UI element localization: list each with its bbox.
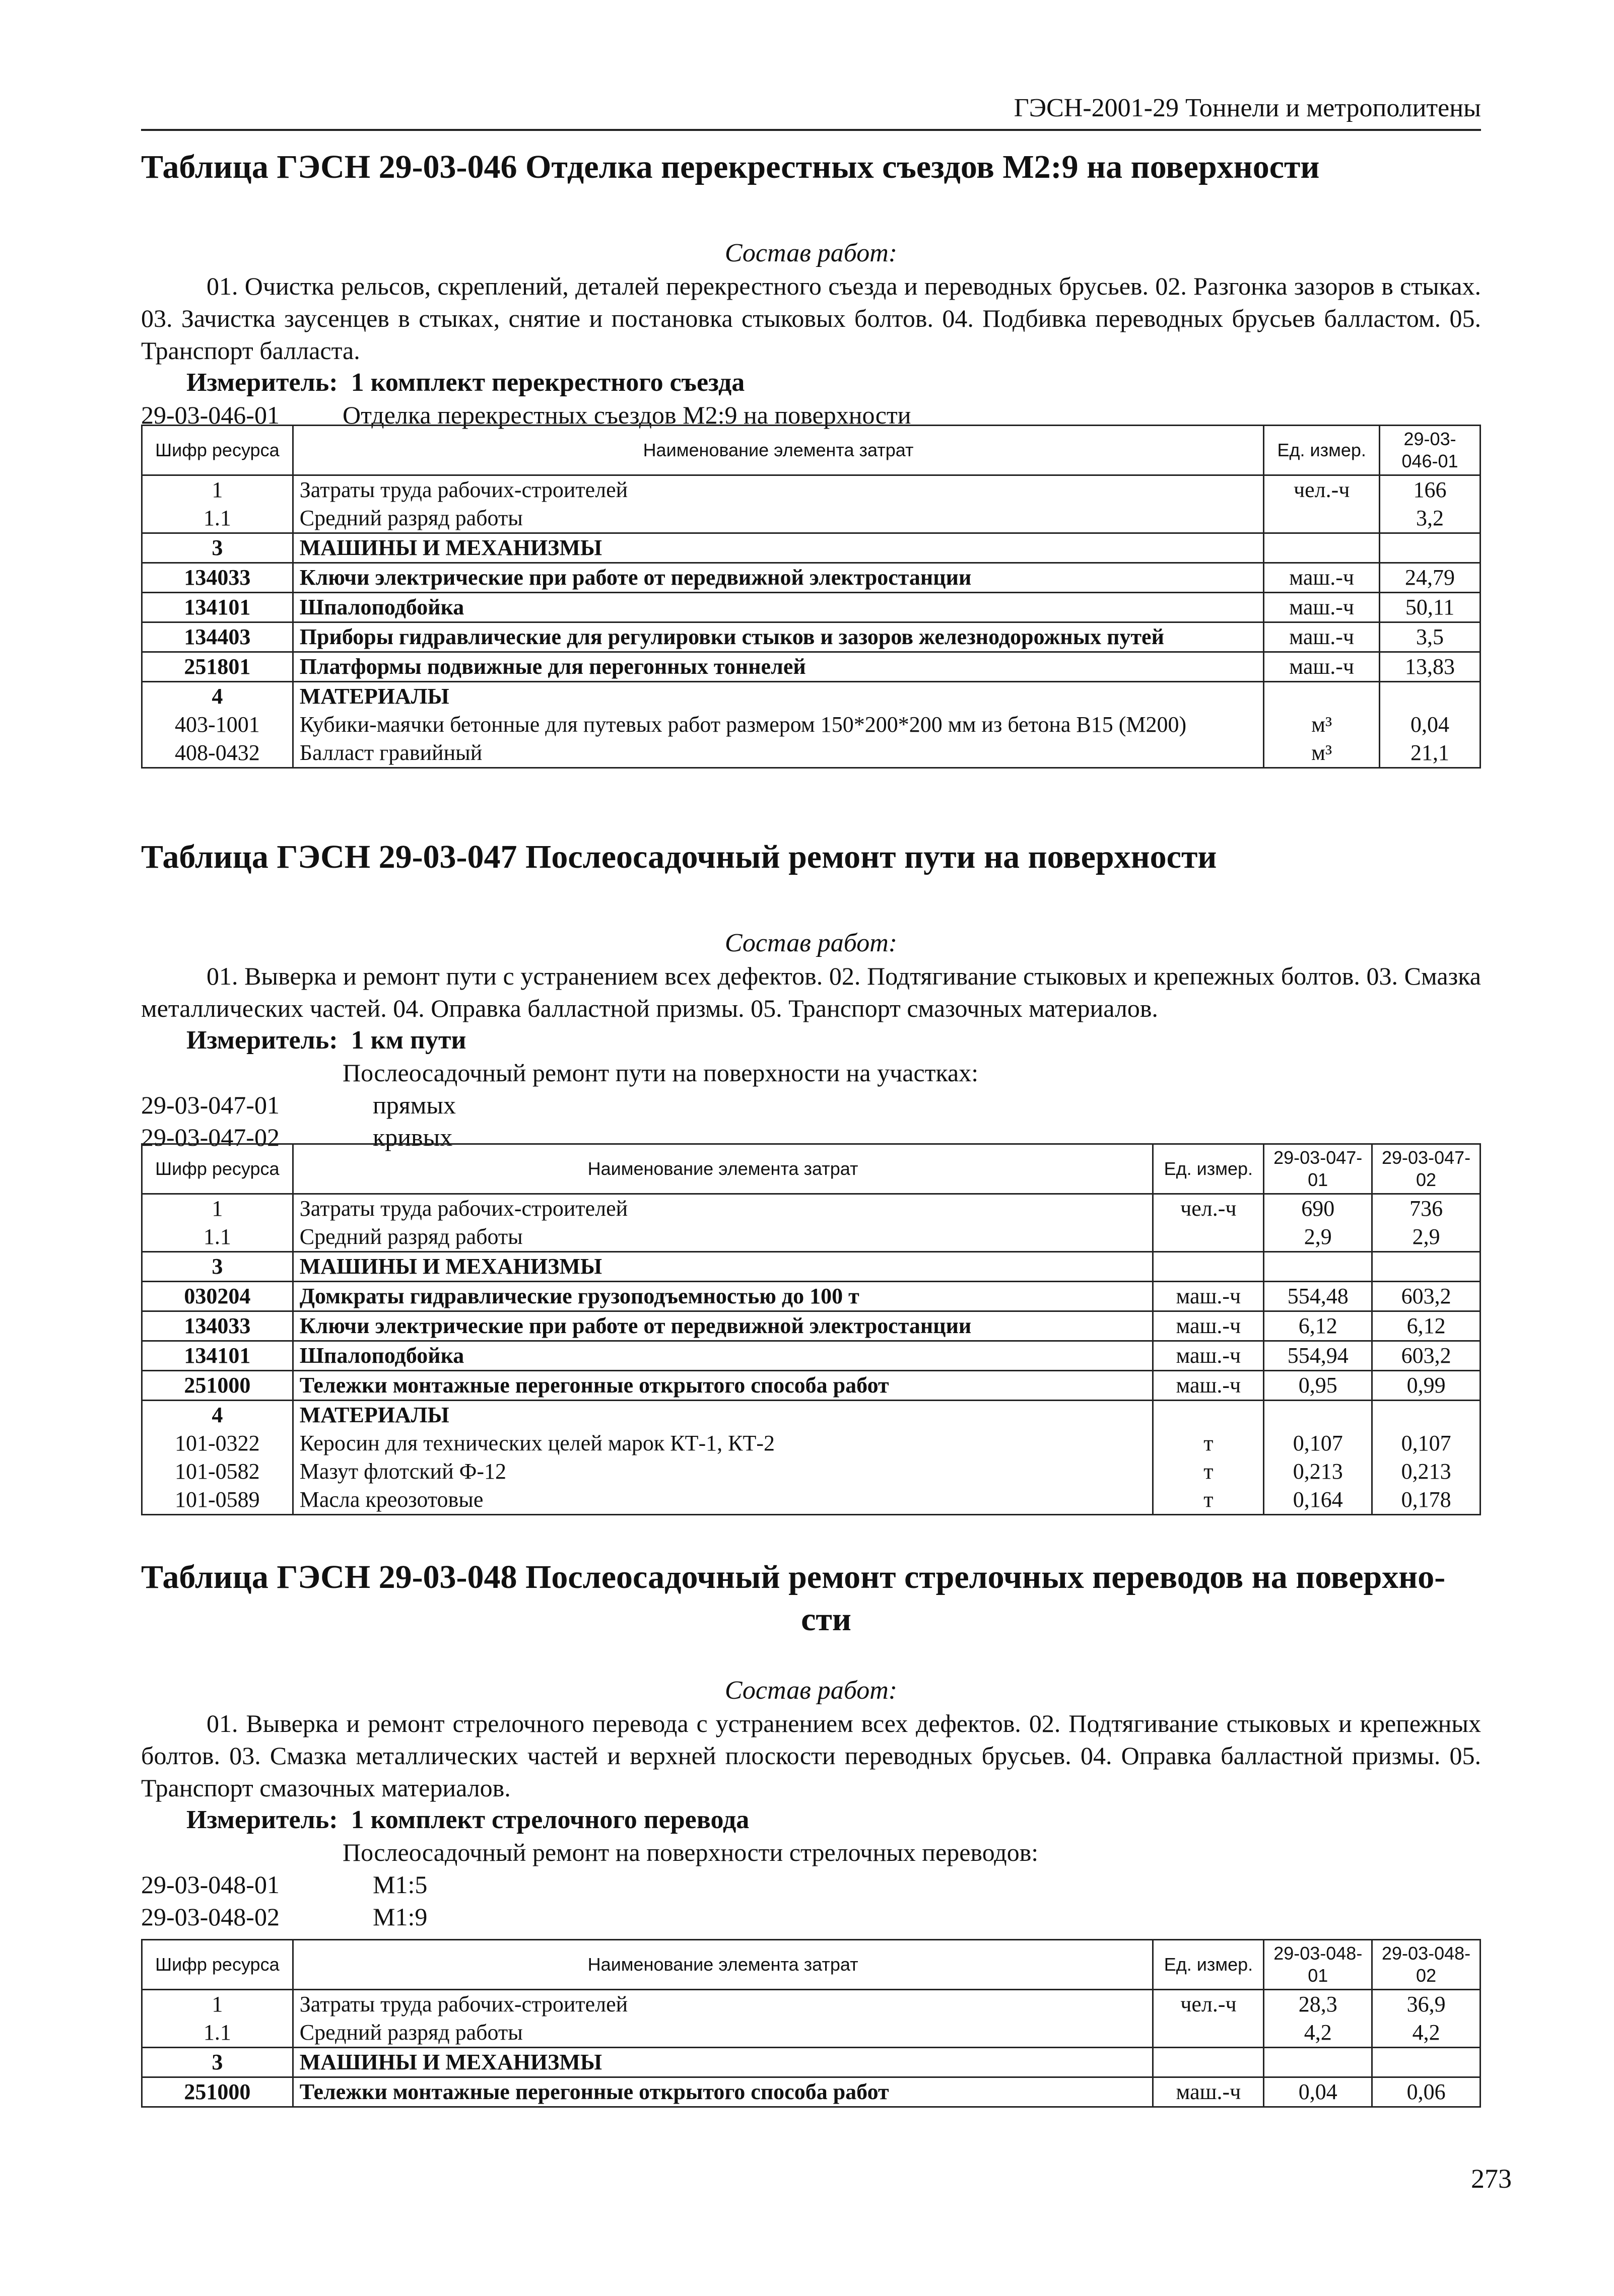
cell-value: 21,1 (1380, 739, 1481, 768)
variant-code: 29-03-047-02 (141, 1123, 280, 1151)
cell-name: МАТЕРИАЛЫ (293, 682, 1263, 711)
works-description: 01. Очистка рельсов, скреплений, деталей перекрестного съезда и переводных брусьев. 02. Разгонка зазоров в стыках. 03. Зачистка заусенцев в стыках, снятие и постановка стыковых болтов. 04. Подбивка переводных брусьев балластом. 05. Транспорт балласта. (141, 272, 1481, 365)
cell-value: 554,94 (1264, 1341, 1372, 1371)
table-header-row (142, 1940, 1481, 1990)
column-header-unit: Ед. измер. (1264, 426, 1380, 475)
cell-unit: т (1153, 1457, 1264, 1486)
cell-unit: м³ (1264, 739, 1380, 768)
cell-unit (1153, 1401, 1264, 1430)
meter-line (141, 367, 1481, 399)
cell-code: 134101 (142, 1341, 293, 1371)
meter-value: 1 комплект стрелочного перевода (351, 1805, 750, 1834)
table-row (142, 739, 1481, 768)
cell-value: 50,11 (1380, 593, 1481, 622)
column-header-code: Шифр ресурса (142, 426, 293, 475)
table-row (142, 711, 1481, 739)
cell-value: 0,107 (1372, 1429, 1481, 1457)
cell-code: 3 (142, 1252, 293, 1282)
cell-unit (1264, 533, 1380, 563)
cell-name: МАТЕРИАЛЫ (293, 1401, 1153, 1430)
cell-value: 0,164 (1264, 1486, 1372, 1515)
cell-name: Ключи электрические при работе от передвижной электростанции (293, 563, 1263, 593)
table-row (142, 1341, 1481, 1371)
cell-value: 603,2 (1372, 1341, 1481, 1371)
cell-value: 0,04 (1380, 711, 1481, 739)
cell-unit: чел.-ч (1153, 1990, 1264, 2019)
resource-table-29-03-046 (141, 425, 1481, 769)
cell-value (1372, 1252, 1481, 1282)
cell-unit: т (1153, 1486, 1264, 1515)
cell-value: 6,12 (1372, 1311, 1481, 1341)
cell-value: 6,12 (1264, 1311, 1372, 1341)
cell-name: Тележки монтажные перегонные открытого способа работ (293, 2077, 1153, 2107)
cell-name: Шпалоподбойка (293, 593, 1263, 622)
section-29-03-047 (141, 836, 1481, 1153)
variant-line (141, 1868, 1481, 1901)
cell-value: 0,107 (1264, 1429, 1372, 1457)
variant-code: 29-03-048-01 (141, 1870, 280, 1899)
cell-value (1380, 682, 1481, 711)
cell-name: МАШИНЫ И МЕХАНИЗМЫ (293, 533, 1263, 563)
cell-unit: маш.-ч (1264, 652, 1380, 682)
cell-code: 134403 (142, 622, 293, 652)
table-row (142, 652, 1481, 682)
works-caption: Состав работ: (724, 239, 898, 267)
table-row (142, 622, 1481, 652)
cell-value: 24,79 (1380, 563, 1481, 593)
column-header-unit: Ед. измер. (1153, 1940, 1264, 1990)
cell-value: 736 (1372, 1194, 1481, 1223)
cell-unit: маш.-ч (1153, 1311, 1264, 1341)
table-row (142, 2048, 1481, 2077)
table-row (142, 475, 1481, 505)
cell-code: 1 (142, 1194, 293, 1223)
cell-code: 101-0322 (142, 1429, 293, 1457)
cell-name: Средний разряд работы (293, 1223, 1153, 1252)
cell-value: 36,9 (1372, 1990, 1481, 2019)
resource-table-29-03-047 (141, 1143, 1481, 1515)
meter-label: Измеритель: (186, 368, 338, 397)
cell-unit: м³ (1264, 711, 1380, 739)
table-row (142, 593, 1481, 622)
cell-code: 403-1001 (142, 711, 293, 739)
table-row (142, 504, 1481, 533)
cell-value: 28,3 (1264, 1990, 1372, 2019)
cell-name: Шпалоподбойка (293, 1341, 1153, 1371)
cell-code: 1.1 (142, 504, 293, 533)
section-29-03-048 (141, 1556, 1481, 1933)
cell-value: 0,213 (1372, 1457, 1481, 1486)
cell-value: 0,178 (1372, 1486, 1481, 1515)
variant-line (141, 1089, 1481, 1121)
table-title-line-1: Таблица ГЭСН 29-03-048 Послеосадочный ремонт стрелочных переводов на поверхно- (141, 1559, 1446, 1595)
cell-value (1264, 2048, 1372, 2077)
variant-name: прямых (373, 1091, 456, 1119)
cell-unit: маш.-ч (1264, 593, 1380, 622)
norm-description: Отделка перекрестных съездов М2:9 на поверхности (343, 401, 911, 429)
table-row (142, 1457, 1481, 1486)
cell-name: Ключи электрические при работе от передвижной электростанции (293, 1311, 1153, 1341)
table-row (142, 1194, 1481, 1223)
variant-name: кривых (373, 1123, 453, 1151)
table-row (142, 1252, 1481, 1282)
table-header-row (142, 1144, 1481, 1194)
cell-value: 3,2 (1380, 504, 1481, 533)
cell-value: 2,9 (1372, 1223, 1481, 1252)
table-row (142, 1311, 1481, 1341)
cell-unit (1153, 2048, 1264, 2077)
cell-code: 4 (142, 1401, 293, 1430)
cell-code: 1 (142, 1990, 293, 2019)
table-row (142, 2019, 1481, 2048)
cell-unit: маш.-ч (1153, 1371, 1264, 1401)
cell-value: 603,2 (1372, 1282, 1481, 1311)
cell-name: Тележки монтажные перегонные открытого способа работ (293, 1371, 1153, 1401)
cell-unit: т (1153, 1429, 1264, 1457)
cell-code: 134101 (142, 593, 293, 622)
cell-name: Приборы гидравлические для регулировки стыков и зазоров железнодорожных путей (293, 622, 1263, 652)
cell-name: Затраты труда рабочих-строителей (293, 1194, 1153, 1223)
variant-code: 29-03-047-01 (141, 1091, 280, 1119)
cell-code: 101-0589 (142, 1486, 293, 1515)
cell-unit (1153, 2019, 1264, 2048)
cell-value: 166 (1380, 475, 1481, 505)
cell-code: 251000 (142, 2077, 293, 2107)
table-title: Таблица ГЭСН 29-03-047 Послеосадочный ремонт пути на поверхности (141, 839, 1217, 875)
cell-name: Средний разряд работы (293, 504, 1263, 533)
cell-code: 3 (142, 533, 293, 563)
cell-value: 13,83 (1380, 652, 1481, 682)
section-29-03-046 (141, 146, 1481, 431)
cell-value (1380, 533, 1481, 563)
cell-value: 3,5 (1380, 622, 1481, 652)
column-header-norm-2: 29-03-048-02 (1372, 1940, 1481, 1990)
cell-code: 3 (142, 2048, 293, 2077)
cell-name: Масла креозотовые (293, 1486, 1153, 1515)
cell-value: 2,9 (1264, 1223, 1372, 1252)
cell-unit: маш.-ч (1153, 1282, 1264, 1311)
column-header-name: Наименование элемента затрат (293, 426, 1263, 475)
cell-unit (1153, 1223, 1264, 1252)
variant-name: М1:5 (373, 1870, 428, 1899)
variant-code: 29-03-048-02 (141, 1903, 280, 1931)
table-header-row (142, 426, 1481, 475)
cell-unit: чел.-ч (1264, 475, 1380, 505)
cell-value: 0,213 (1264, 1457, 1372, 1486)
variant-line (141, 1901, 1481, 1933)
table-row (142, 1223, 1481, 1252)
table-row (142, 1401, 1481, 1430)
running-header: ГЭСН-2001-29 Тоннели и метрополитены (141, 90, 1481, 131)
table-row (142, 1371, 1481, 1401)
resource-table-29-03-048 (141, 1939, 1481, 2108)
cell-value: 690 (1264, 1194, 1372, 1223)
table-row (142, 1486, 1481, 1515)
cell-name: Керосин для технических целей марок КТ-1, КТ-2 (293, 1429, 1153, 1457)
cell-name: Платформы подвижные для перегонных тоннелей (293, 652, 1263, 682)
cell-value: 0,95 (1264, 1371, 1372, 1401)
cell-value (1372, 2048, 1481, 2077)
table-row (142, 2077, 1481, 2107)
variants-intro: Послеосадочный ремонт пути на поверхности на участках: (343, 1059, 979, 1087)
cell-name: МАШИНЫ И МЕХАНИЗМЫ (293, 1252, 1153, 1282)
cell-name: Мазут флотский Ф-12 (293, 1457, 1153, 1486)
table-title-line-2: сти (801, 1601, 851, 1638)
cell-name: Домкраты гидравлические грузоподъемностью до 100 т (293, 1282, 1153, 1311)
cell-name: Затраты труда рабочих-строителей (293, 475, 1263, 505)
cell-value: 0,06 (1372, 2077, 1481, 2107)
table-row (142, 533, 1481, 563)
cell-value (1264, 1401, 1372, 1430)
meter-value: 1 комплект перекрестного съезда (351, 368, 745, 397)
column-header-name: Наименование элемента затрат (293, 1940, 1153, 1990)
works-caption: Состав работ: (724, 929, 898, 957)
cell-unit (1153, 1252, 1264, 1282)
table-row (142, 1429, 1481, 1457)
meter-value: 1 км пути (351, 1026, 466, 1055)
cell-code: 1 (142, 475, 293, 505)
cell-code: 101-0582 (142, 1457, 293, 1486)
cell-code: 134033 (142, 563, 293, 593)
cell-unit: маш.-ч (1153, 1341, 1264, 1371)
column-header-code: Шифр ресурса (142, 1940, 293, 1990)
variant-name: М1:9 (373, 1903, 428, 1931)
variants-intro: Послеосадочный ремонт на поверхности стрелочных переводов: (343, 1838, 1039, 1866)
cell-name: Кубики-маячки бетонные для путевых работ размером 150*200*200 мм из бетона В15 (М200) (293, 711, 1263, 739)
column-header-name: Наименование элемента затрат (293, 1144, 1153, 1194)
table-row (142, 1990, 1481, 2019)
cell-code: 251000 (142, 1371, 293, 1401)
cell-name: Средний разряд работы (293, 2019, 1153, 2048)
page-number: 273 (1471, 2164, 1512, 2194)
column-header-norm-2: 29-03-047-02 (1372, 1144, 1481, 1194)
cell-name: МАШИНЫ И МЕХАНИЗМЫ (293, 2048, 1153, 2077)
meter-line (141, 1024, 1481, 1057)
cell-code: 408-0432 (142, 739, 293, 768)
column-header-norm: 29-03-046-01 (1380, 426, 1481, 475)
cell-unit (1264, 682, 1380, 711)
cell-unit: маш.-ч (1264, 622, 1380, 652)
cell-code: 4 (142, 682, 293, 711)
cell-value: 0,99 (1372, 1371, 1481, 1401)
column-header-norm-1: 29-03-047-01 (1264, 1144, 1372, 1194)
works-description: 01. Выверка и ремонт стрелочного перевода с устранением всех дефектов. 02. Подтягивание стыковых и крепежных болтов. 03. Смазка металлических частей и верхней плоскости переводных брусьев. 04. Оправка балластной призмы. 05. Транспорт смазочных материалов. (141, 1709, 1481, 1802)
cell-code: 030204 (142, 1282, 293, 1311)
meter-label: Измеритель: (186, 1805, 338, 1834)
table-row (142, 1282, 1481, 1311)
table-title (141, 1556, 1481, 1641)
column-header-code: Шифр ресурса (142, 1144, 293, 1194)
table-title: Таблица ГЭСН 29-03-046 Отделка перекрестных съездов М2:9 на поверхности (141, 149, 1320, 185)
cell-value: 554,48 (1264, 1282, 1372, 1311)
cell-unit: чел.-ч (1153, 1194, 1264, 1223)
cell-unit (1264, 504, 1380, 533)
meter-line (141, 1804, 1481, 1836)
cell-name: Затраты труда рабочих-строителей (293, 1990, 1153, 2019)
cell-name: Балласт гравийный (293, 739, 1263, 768)
column-header-norm-1: 29-03-048-01 (1264, 1940, 1372, 1990)
table-row (142, 682, 1481, 711)
cell-value: 0,04 (1264, 2077, 1372, 2107)
works-caption: Состав работ: (724, 1676, 898, 1705)
cell-value (1372, 1401, 1481, 1430)
cell-code: 1.1 (142, 1223, 293, 1252)
cell-code: 134033 (142, 1311, 293, 1341)
table-row (142, 563, 1481, 593)
meter-label: Измеритель: (186, 1026, 338, 1055)
cell-unit: маш.-ч (1153, 2077, 1264, 2107)
cell-value: 4,2 (1372, 2019, 1481, 2048)
column-header-unit: Ед. измер. (1153, 1144, 1264, 1194)
norm-code: 29-03-046-01 (141, 401, 280, 429)
cell-value: 4,2 (1264, 2019, 1372, 2048)
cell-code: 1.1 (142, 2019, 293, 2048)
cell-unit: маш.-ч (1264, 563, 1380, 593)
cell-value (1264, 1252, 1372, 1282)
works-description: 01. Выверка и ремонт пути с устранением всех дефектов. 02. Подтягивание стыковых и крепежных болтов. 03. Смазка металлических частей. 04. Оправка балластной призмы. 05. Транспорт смазочных материалов. (141, 962, 1481, 1022)
cell-code: 251801 (142, 652, 293, 682)
